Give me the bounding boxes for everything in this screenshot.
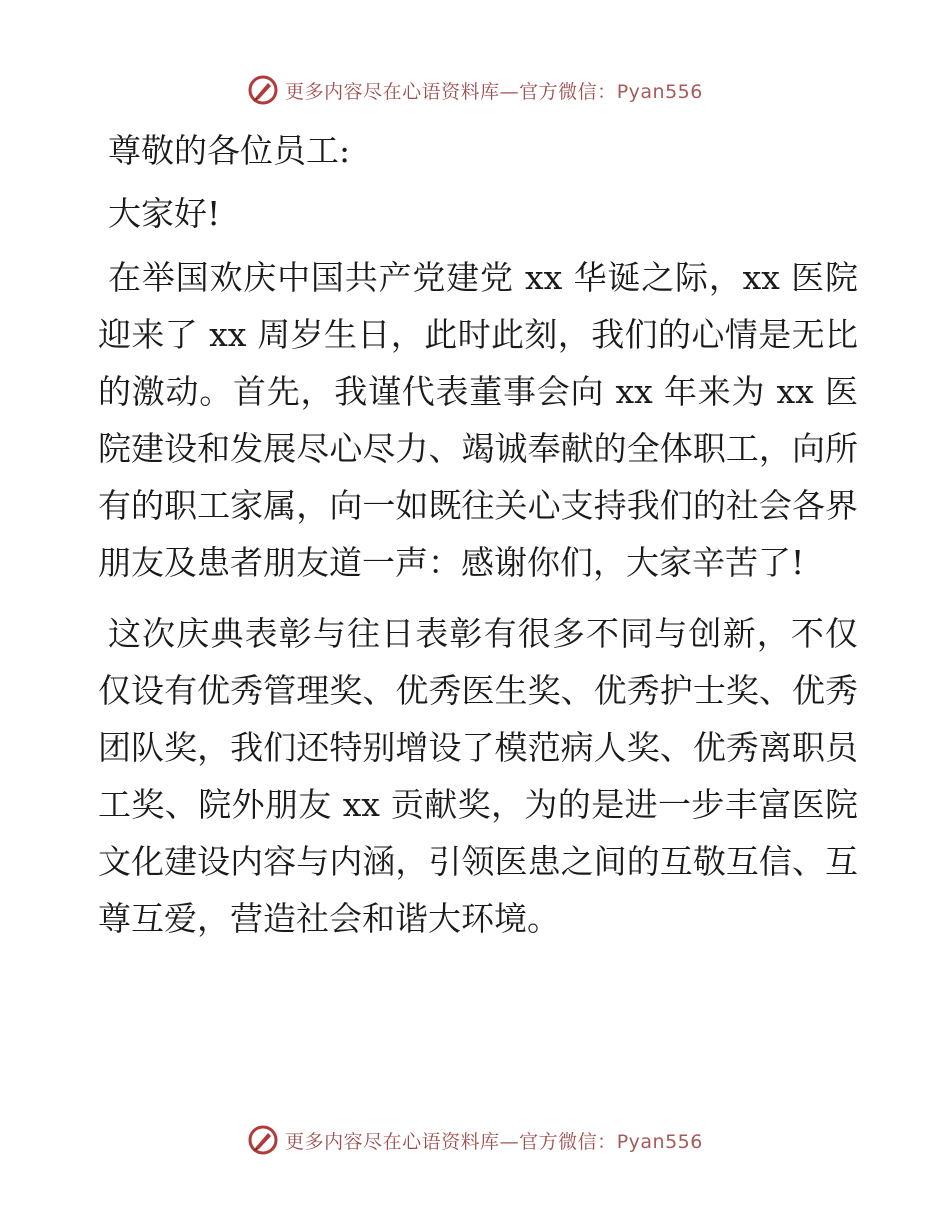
footer-banner <box>0 1120 950 1160</box>
pen-logo-icon <box>247 74 279 106</box>
footer-banner-text <box>285 1127 703 1154</box>
header-banner-text <box>285 77 703 104</box>
header-wechat-label: 官方微信： <box>519 80 617 103</box>
paragraph-1: 在举国欢庆中国共产党建党 xx 华诞之际，xx 医院迎来了 xx 周岁生日，此时此刻，我们的心情是无比的激动。首先，我谨代表董事会向 xx 年来为 xx 医院建设和发展尽心尽力、竭诚奉献的全体职工，向所有的职工家属，向一如既往关心支持我们的社会各界朋友及患者朋友道一声：感谢你们，大家辛苦了! <box>98 258 858 582</box>
letter-body <box>98 122 858 953</box>
footer-dash: — <box>499 1130 520 1153</box>
footer-wechat-label: 官方微信： <box>519 1130 617 1153</box>
salutation: 尊敬的各位员工: <box>108 131 351 170</box>
header-wechat-id: Pyan556 <box>616 80 703 103</box>
header-banner <box>0 70 950 110</box>
header-dash: — <box>499 80 520 103</box>
header-site-name: 更多内容尽在心语资料库 <box>285 80 500 103</box>
greeting: 大家好! <box>108 194 221 233</box>
paragraph-2: 这次庆典表彰与往日表彰有很多不同与创新，不仅仅设有优秀管理奖、优秀医生奖、优秀护士奖、优秀团队奖，我们还特别增设了模范病人奖、优秀离职员工奖、院外朋友 xx 贡献奖，为的是进一步丰富医院文化建设内容与内涵，引领医患之间的互敬互信、互尊互爱，营造社会和谐大环境。 <box>98 614 858 938</box>
footer-site-name: 更多内容尽在心语资料库 <box>285 1130 500 1153</box>
pen-logo-icon <box>247 1124 279 1156</box>
footer-wechat-id: Pyan556 <box>616 1130 703 1153</box>
